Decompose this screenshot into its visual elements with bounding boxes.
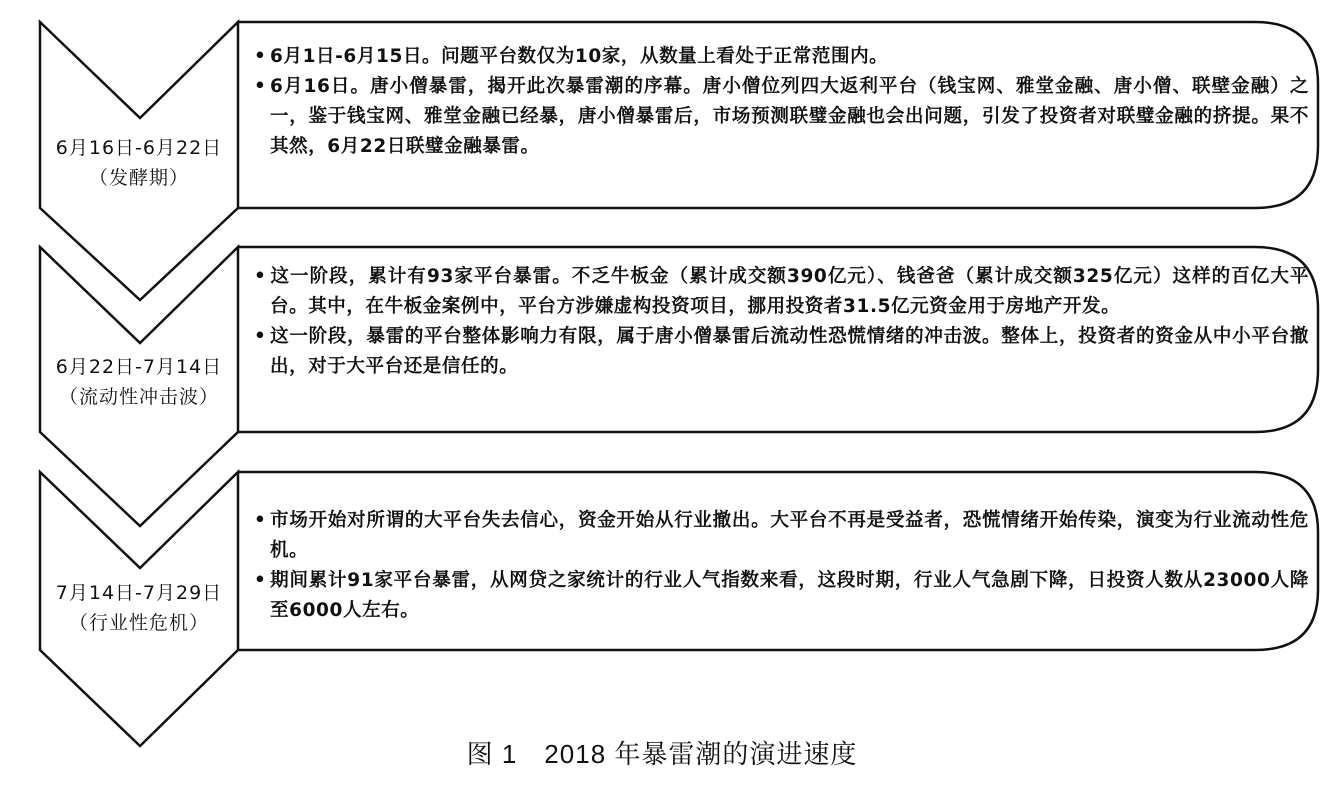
stage-1-phase: （发酵期） <box>88 167 189 189</box>
stage-2-phase: （流动性冲击波） <box>58 386 219 408</box>
stage-3-content <box>254 506 1309 626</box>
bullet-text: 市场开始对所谓的大平台失去信心，资金开始从行业撤出。大平台不再是受益者，恐慌情绪开始传染，演变为行业流动性危机。 <box>270 510 1309 561</box>
stage-1-label <box>40 133 238 193</box>
stage-1-period: 6月16日-6月22日 <box>55 137 223 159</box>
bullet-text: 这一阶段，累计有93家平台暴雷。不乏牛板金（累计成交额390亿元）、钱爸爸（累计成交额325亿元）这样的百亿大平台。其中，在牛板金案例中，平台方涉嫌虚构投资项目，挪用投资者31.5亿元资金用于房地产开发。 <box>270 266 1309 317</box>
stage-3-label <box>40 578 238 638</box>
stage-1-bullet-1: • 6月1日-6月15日。问题平台数仅为10家，从数量上看处于正常范围内。 <box>254 46 889 67</box>
stage-3-bullet-2: • 期间累计91家平台暴雷，从网贷之家统计的行业人气指数来看，这段时期，行业人气急剧下降，日投资人数从23000人降至6000人左右。 <box>254 570 1309 621</box>
stage-2-period: 6月22日-7月14日 <box>55 356 223 378</box>
bullet-text: 6月1日-6月15日。问题平台数仅为10家，从数量上看处于正常范围内。 <box>270 46 889 67</box>
stage-2-label <box>40 352 238 412</box>
stage-3-bullet-1: • 市场开始对所谓的大平台失去信心，资金开始从行业撤出。大平台不再是受益者，恐慌情绪开始传染，演变为行业流动性危机。 <box>254 510 1309 561</box>
stage-2-bullet-1: • 这一阶段，累计有93家平台暴雷。不乏牛板金（累计成交额390亿元）、钱爸爸（累计成交额325亿元）这样的百亿大平台。其中，在牛板金案例中，平台方涉嫌虚构投资项目，挪用投资者31.5亿元资金用于房地产开发。 <box>254 266 1309 317</box>
stage-1-content <box>254 42 1309 162</box>
stage-3-phase: （行业性危机） <box>68 612 209 634</box>
stage-3-period: 7月14日-7月29日 <box>55 582 223 604</box>
bullet-text: 期间累计91家平台暴雷，从网贷之家统计的行业人气指数来看，这段时期，行业人气急剧下降，日投资人数从23000人降至6000人左右。 <box>270 570 1309 621</box>
figure-caption: 图 1 2018 年暴雷潮的演进速度 <box>466 739 858 769</box>
bullet-text: 这一阶段，暴雷的平台整体影响力有限，属于唐小僧暴雷后流动性恐慌情绪的冲击波。整体上，投资者的资金从中小平台撤出，对于大平台还是信任的。 <box>270 326 1309 377</box>
stage-2-content <box>254 262 1309 382</box>
stage-2-bullet-2: • 这一阶段，暴雷的平台整体影响力有限，属于唐小僧暴雷后流动性恐慌情绪的冲击波。整体上，投资者的资金从中小平台撤出，对于大平台还是信任的。 <box>254 326 1309 377</box>
bullet-text: 6月16日。唐小僧暴雷，揭开此次暴雷潮的序幕。唐小僧位列四大返利平台（钱宝网、雅堂金融、唐小僧、联壁金融）之一，鉴于钱宝网、雅堂金融已经暴，唐小僧暴雷后，市场预测联璧金融也会出问题，引发了投资者对联璧金融的挤提。果不其然，6月22日联璧金融暴雷。 <box>270 76 1309 157</box>
stage-1-bullet-2: • 6月16日。唐小僧暴雷，揭开此次暴雷潮的序幕。唐小僧位列四大返利平台（钱宝网、雅堂金融、唐小僧、联壁金融）之一，鉴于钱宝网、雅堂金融已经暴，唐小僧暴雷后，市场预测联璧金融也会出问题，引发了投资者对联璧金融的挤提。果不其然，6月22日联璧金融暴雷。 <box>254 76 1309 157</box>
